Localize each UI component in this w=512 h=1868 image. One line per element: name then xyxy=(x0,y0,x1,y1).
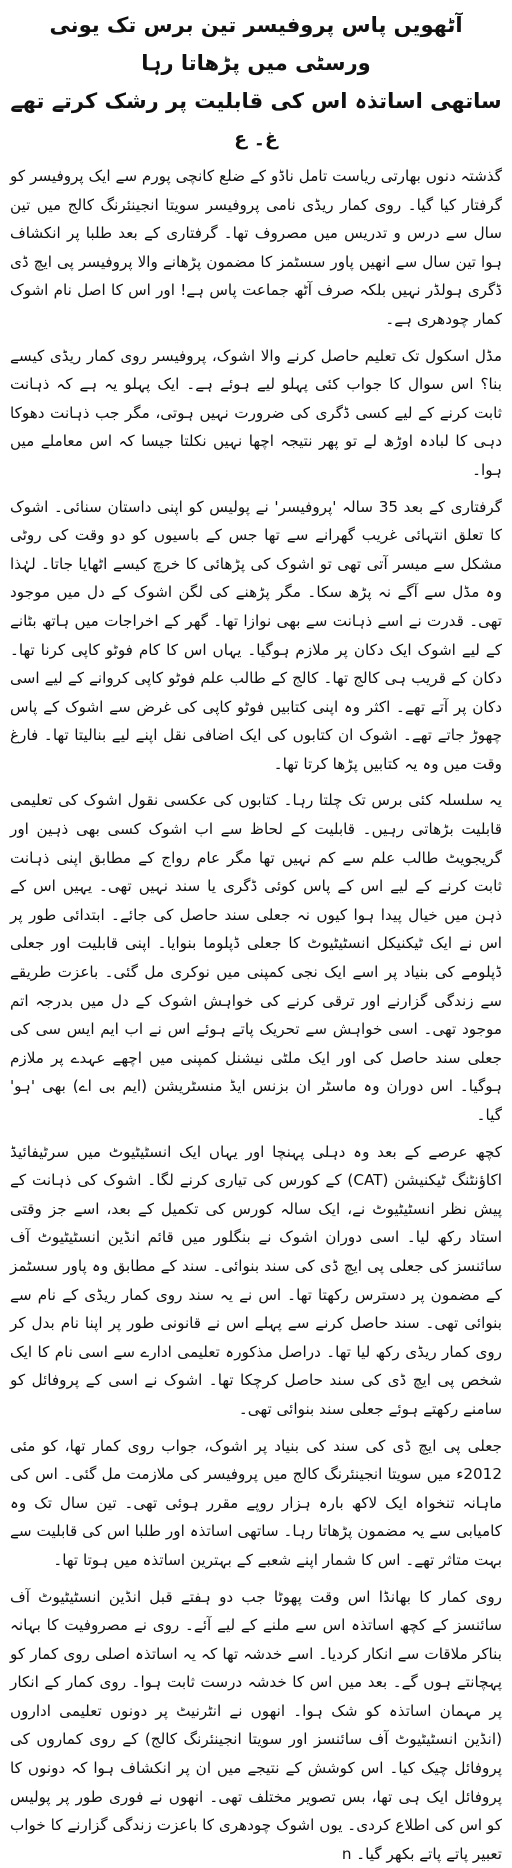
paragraph-5: کچھ عرصے کے بعد وہ دہلی پہنچا اور یہاں ایک انسٹیٹیوٹ میں سرٹیفائیڈ اکاؤنٹنگ ٹیکنیشن (CAT) کے کورس کی تیاری کرنے لگا۔ اشوک کی ذہانت کے پیش نظر انسٹیٹیوٹ نے، ایک سالہ کورس کی تکمیل کے بعد، اسے جز وقتی استاد رکھ لیا۔ اسی دوران اشوک نے بنگلور میں قائم انڈین انسٹیٹیوٹ آف سائنسز کی جعلی پی ایچ ڈی کی سند بنوائی۔ سند کے مطابق وہ پاور سسٹمز کے مضمون پر دسترس رکھتا تھا۔ اس نے یہ سند روی کمار ریڈی کے نام سے بنوائی تھی۔ سند حاصل کرنے سے پہلے اس نے قانونی طور پر اپنا نام بدل کر روی کمار ریڈی رکھ لیا تھا۔ دراصل مذکورہ تعلیمی ادارے سے اسی نام کا ایک شخص پی ایچ ڈی کی سند حاصل کرچکا تھا۔ اشوک نے اسی کے پروفائل کو سامنے رکھتے ہوئے جعلی سند بنوائی تھی۔ xyxy=(10,1138,502,1424)
headline-line-2: ساتھی اساتذہ اس کی قابلیت پر رشک کرتے تھے xyxy=(10,82,502,120)
article-body xyxy=(10,162,502,1868)
paragraph-4: یہ سلسلہ کئی برس تک چلتا رہا۔ کتابوں کی عکسی نقول اشوک کی تعلیمی قابلیت بڑھاتی رہیں۔ قابلیت کے لحاظ سے اب اشوک کسی بھی ذہین اور گریجویٹ طالب علم سے کم نہیں تھا مگر عام رواج کے مطابق اپنی ذہانت ثابت کرنے کے لیے اس کے پاس کوئی ڈگری یا سند نہیں تھی۔ یہیں اس کے ذہن میں خیال پیدا ہوا کیوں نہ جعلی سند حاصل کی جائے۔ ابتدائی طور پر اس نے ایک ٹیکنیکل انسٹیٹیوٹ کا جعلی ڈپلوما بنوایا۔ اپنی قابلیت اور جعلی ڈپلومے کی بنیاد پر اسے ایک نجی کمپنی میں نوکری مل گئی۔ باعزت طریقے سے زندگی گزارنے اور ترقی کرنے کی خواہش اشوک کے دل میں بدرجہ اتم موجود تھی۔ اسی خواہش سے تحریک پاتے ہوئے اس نے اب ایم ایس سی کی جعلی سند حاصل کی اور ایک ملٹی نیشنل کمپنی میں اچھے عہدے پر ملازم ہوگیا۔ اس دوران وہ ماسٹر ان بزنس ایڈ منسٹریشن (ایم بی اے) بھی 'ہو' گیا۔ xyxy=(10,786,502,1129)
headline-line-1: آٹھویں پاس پروفیسر تین برس تک یونی ورسٹی میں پڑھاتا رہا xyxy=(10,6,502,82)
paragraph-7: روی کمار کا بھانڈا اس وقت پھوٹا جب دو ہفتے قبل انڈین انسٹیٹیوٹ آف سائنسز کے کچھ اساتذہ اس سے ملنے کے لیے آئے۔ روی نے مصروفیت کا بہانہ بناکر ملاقات سے انکار کردیا۔ اسے خدشہ تھا کہ یہ اساتذہ اصلی روی کمار کو پہچانتے ہوں گے۔ بعد میں اس کا خدشہ درست ثابت ہوا۔ روی کمار کے انکار پر مہمان اساتذہ کو شک ہوا۔ انھوں نے انٹرنیٹ پر دونوں تعلیمی اداروں (انڈین انسٹیٹیوٹ آف سائنسز اور سویتا انجینئرنگ کالج) کے روی کماروں کی پروفائل چیک کیا۔ اس کوشش کے نتیجے میں ان پر انکشاف ہوا کہ دونوں کا پروفائل ایک ہی تھا، بس تصویر مختلف تھی۔ انھوں نے فوری طور پر پولیس کو اس کی اطلاع کردی۔ یوں اشوک چودھری کا باعزت زندگی گزارنے کا خواب تعبیر پاتے پاتے بکھر گیا۔ n xyxy=(10,1583,502,1868)
paragraph-1: گذشتہ دنوں بھارتی ریاست تامل ناڈو کے ضلع کانچی پورم سے ایک پروفیسر کو گرفتار کیا گیا۔ روی کمار ریڈی نامی پروفیسر سویتا انجینئرنگ کالج میں تین سال سے درس و تدریس میں مصروف تھا۔ گرفتاری کے بعد طلبا پر انکشاف ہوا تین سال سے انھیں پاور سسٹمز کا مضمون پڑھانے والا پروفیسر پی ایچ ڈی ڈگری ہولڈر نہیں بلکہ صرف آٹھ جماعت پاس ہے! اور اس کا اصل نام اشوک کمار چودھری ہے۔ xyxy=(10,162,502,334)
paragraph-2: مڈل اسکول تک تعلیم حاصل کرنے والا اشوک، پروفیسر روی کمار ریڈی کیسے بنا؟ اس سوال کا جواب کئی پہلو لیے ہوئے ہے۔ ایک پہلو یہ ہے کہ ذہانت ثابت کرنے کے لیے کسی ڈگری کی ضرورت نہیں ہوتی، مگر جب ذہانت دھوکا دہی کا لبادہ اوڑھ لے تو پھر نتیجہ اچھا نہیں نکلتا جیسا کہ اس معاملے میں ہوا۔ xyxy=(10,342,502,485)
headline xyxy=(10,6,502,120)
paragraph-3: گرفتاری کے بعد 35 سالہ 'پروفیسر' نے پولیس کو اپنی داستان سنائی۔ اشوک کا تعلق انتہائی غریب گھرانے سے تھا جس کے باسیوں کو دو وقت کی روٹی مشکل سے میسر آتی تھی تو اشوک کی پڑھائی کا خرچ کیسے اٹھایا جاتا۔ لہٰذا وہ مڈل سے آگے نہ پڑھ سکا۔ مگر پڑھنے کی لگن اشوک کے دل میں موجود تھی۔ قدرت نے اسے ذہانت سے بھی نوازا تھا۔ گھر کے اخراجات میں ہاتھ بٹانے کے لیے اشوک ایک دکان پر ملازم ہوگیا۔ یہاں اس کا کام فوٹو کاپی کرنا تھا۔ دکان کے قریب ہی کالج تھا۔ کالج کے طالب علم فوٹو کاپی کروانے کے لیے اسی دکان پر آتے تھے۔ اکثر وہ اپنی کتابیں فوٹو کاپی کی غرض سے اشوک کے پاس چھوڑ جاتے تھے۔ اشوک ان کتابوں کی ایک اضافی نقل اپنے لیے بنالیتا تھا۔ فارغ وقت میں وہ یہ کتابیں پڑھا کرتا تھا۔ xyxy=(10,493,502,779)
byline: غ۔ ع xyxy=(10,122,502,156)
paragraph-6: جعلی پی ایچ ڈی کی سند کی بنیاد پر اشوک، جواب روی کمار تھا، کو مئی 2012ء میں سویتا انجینئرنگ کالج میں پروفیسر کی ملازمت مل گئی۔ اس کی ماہانہ تنخواہ ایک لاکھ بارہ ہزار روپے مقرر ہوئی تھی۔ تین سال تک وہ کامیابی سے یہ مضمون پڑھاتا رہا۔ ساتھی اساتذہ اور طلبا اس کی قابلیت سے بہت متاثر تھے۔ اس کا شمار اپنے شعبے کے بہترین اساتذہ میں ہوتا تھا۔ xyxy=(10,1432,502,1575)
